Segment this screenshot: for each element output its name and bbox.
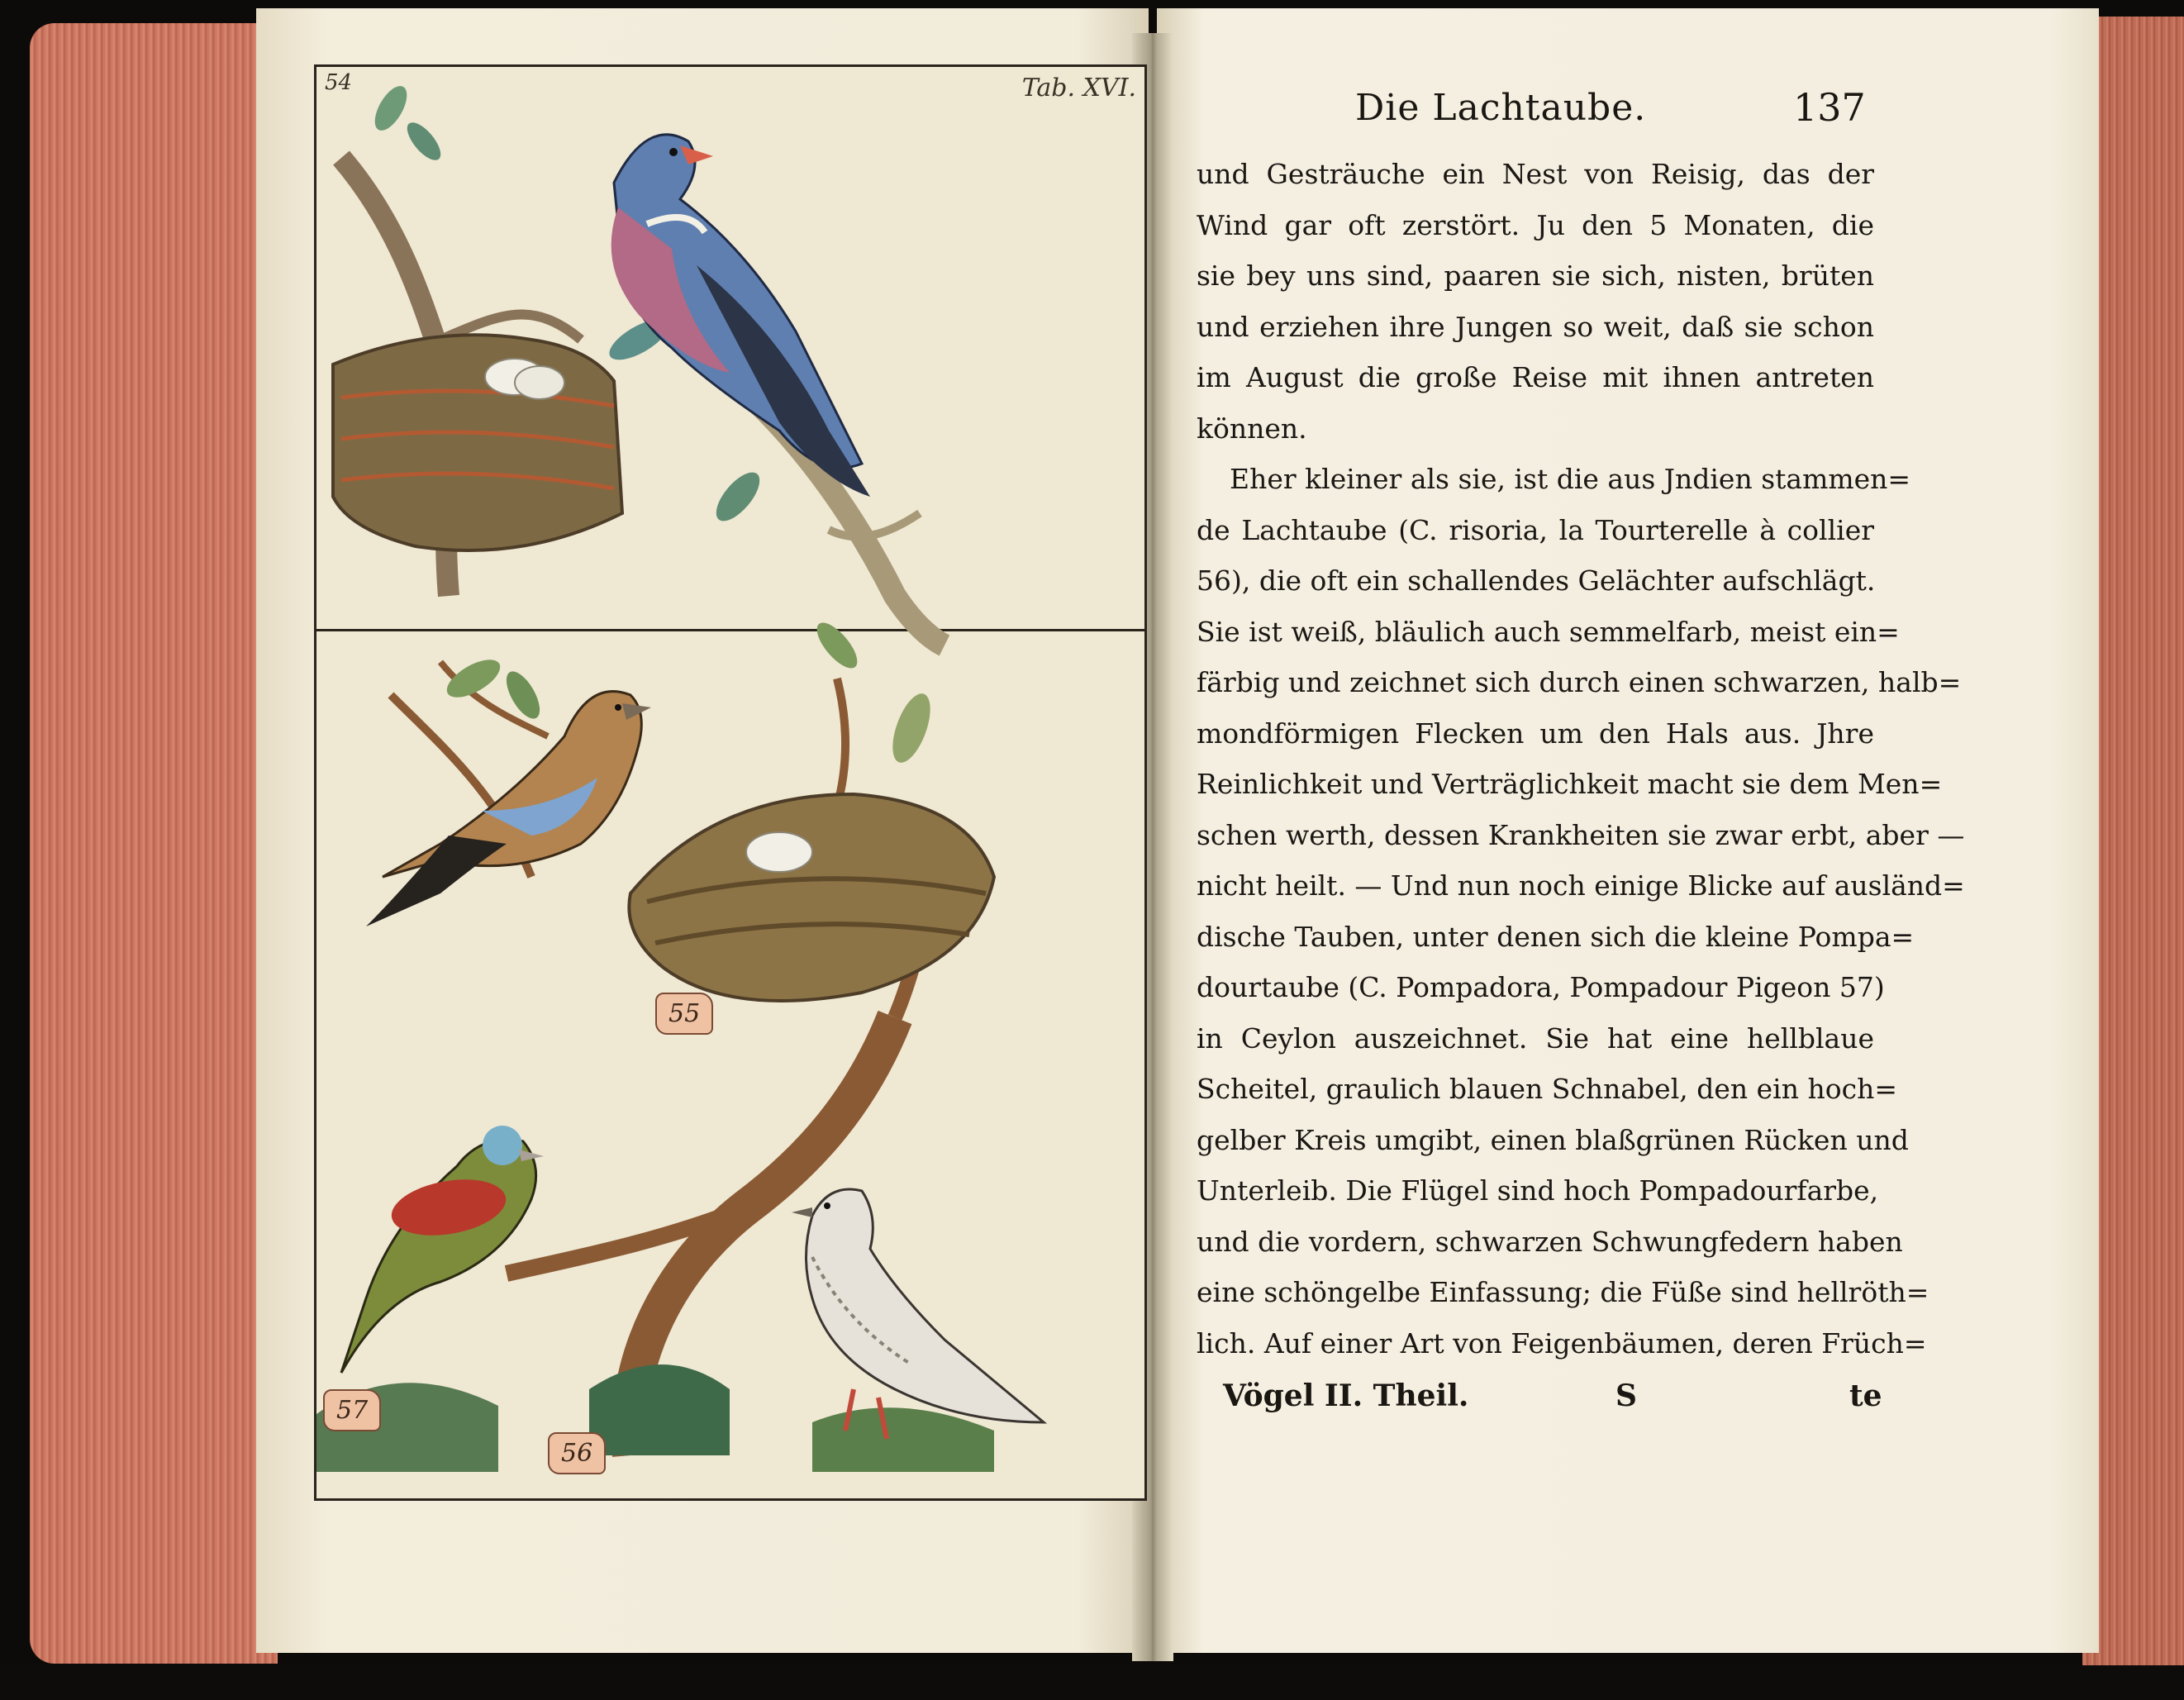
pompadour-pigeon bbox=[341, 1126, 544, 1373]
engraving-plate bbox=[314, 64, 1147, 1501]
laughing-dove bbox=[792, 1189, 1044, 1439]
turtle-dove bbox=[366, 692, 651, 926]
text-line: mondförmigen Flecken um den Hals aus. Jhre bbox=[1197, 717, 1874, 750]
text-line: gelber Kreis umgibt, einen blaßgrünen Rücken und bbox=[1197, 1123, 1909, 1156]
text-line: dische Tauben, unter denen sich die kleine Pompa= bbox=[1197, 920, 1915, 953]
plate-label: Tab. XVI. bbox=[1021, 74, 1136, 102]
bottom-nest bbox=[629, 794, 994, 1001]
book-left-edge bbox=[30, 23, 278, 1664]
plate-illustration bbox=[316, 67, 1144, 1498]
footer-signature: Vögel II. Theil. bbox=[1223, 1379, 1469, 1413]
text-line: Sie ist weiß, bläulich auch semmelfarb, meist ein= bbox=[1197, 615, 1900, 648]
page-number: 137 bbox=[1793, 85, 1866, 130]
footer-gathering-mark: S bbox=[1615, 1379, 1637, 1413]
text-line: Scheitel, graulich blauen Schnabel, den ein hoch= bbox=[1197, 1073, 1897, 1105]
text-line: färbig und zeichnet sich durch einen schwarzen, halb= bbox=[1197, 666, 1962, 698]
body-text bbox=[1197, 149, 1965, 1369]
running-head: Die Lachtaube. bbox=[1355, 87, 1647, 129]
text-line: de Lachtaube (C. risoria, la Tourterelle à collier bbox=[1197, 513, 1874, 546]
footer-catchword: te bbox=[1849, 1379, 1882, 1413]
background-strip bbox=[0, 1665, 2184, 1700]
text-line: 56), die oft ein schallendes Gelächter aufschlägt. bbox=[1197, 564, 1876, 597]
text-line: Wind gar oft zerstört. Ju den 5 Monaten, die bbox=[1197, 208, 1874, 241]
text-line: eine schöngelbe Einfassung; die Füße sind hellröth= bbox=[1197, 1276, 1929, 1308]
text-line: Unterleib. Die Flügel sind hoch Pompadourfarbe, bbox=[1197, 1174, 1879, 1207]
text-line: und erziehen ihre Jungen so weit, daß sie schon bbox=[1197, 310, 1874, 343]
text-line: lich. Auf einer Art von Feigenbäumen, deren Früch= bbox=[1197, 1326, 1927, 1360]
figure-label-57: 57 bbox=[323, 1389, 381, 1431]
plate-page-number: 54 bbox=[325, 70, 353, 95]
text-line: Eher kleiner als sie, ist die aus Jndien stammen= bbox=[1230, 463, 1911, 495]
figure-label-56: 56 bbox=[548, 1432, 606, 1474]
wood-pigeon bbox=[611, 135, 870, 497]
text-line: können. bbox=[1197, 412, 1307, 445]
text-line: und Gesträuche ein Nest von Reisig, das der bbox=[1197, 158, 1874, 190]
figure-label-55: 55 bbox=[655, 993, 713, 1035]
text-line: schen werth, dessen Krankheiten sie zwar erbt, aber — bbox=[1197, 818, 1965, 851]
text-line: im August die große Reise mit ihnen antreten bbox=[1197, 361, 1874, 393]
text-line: sie bey uns sind, paaren sie sich, nisten, brüten bbox=[1197, 260, 1874, 292]
text-line: und die vordern, schwarzen Schwungfedern haben bbox=[1197, 1225, 1903, 1258]
top-nest bbox=[333, 335, 622, 550]
text-line: dourtaube (C. Pompadora, Pompadour Pigeon 57) bbox=[1197, 971, 1885, 1003]
text-line: nicht heilt. — Und nun noch einige Blicke auf ausländ= bbox=[1197, 869, 1965, 902]
text-line: Reinlichkeit und Verträglichkeit macht sie dem Men= bbox=[1197, 768, 1943, 800]
text-line: in Ceylon auszeichnet. Sie hat eine hellblaue bbox=[1197, 1021, 1874, 1055]
